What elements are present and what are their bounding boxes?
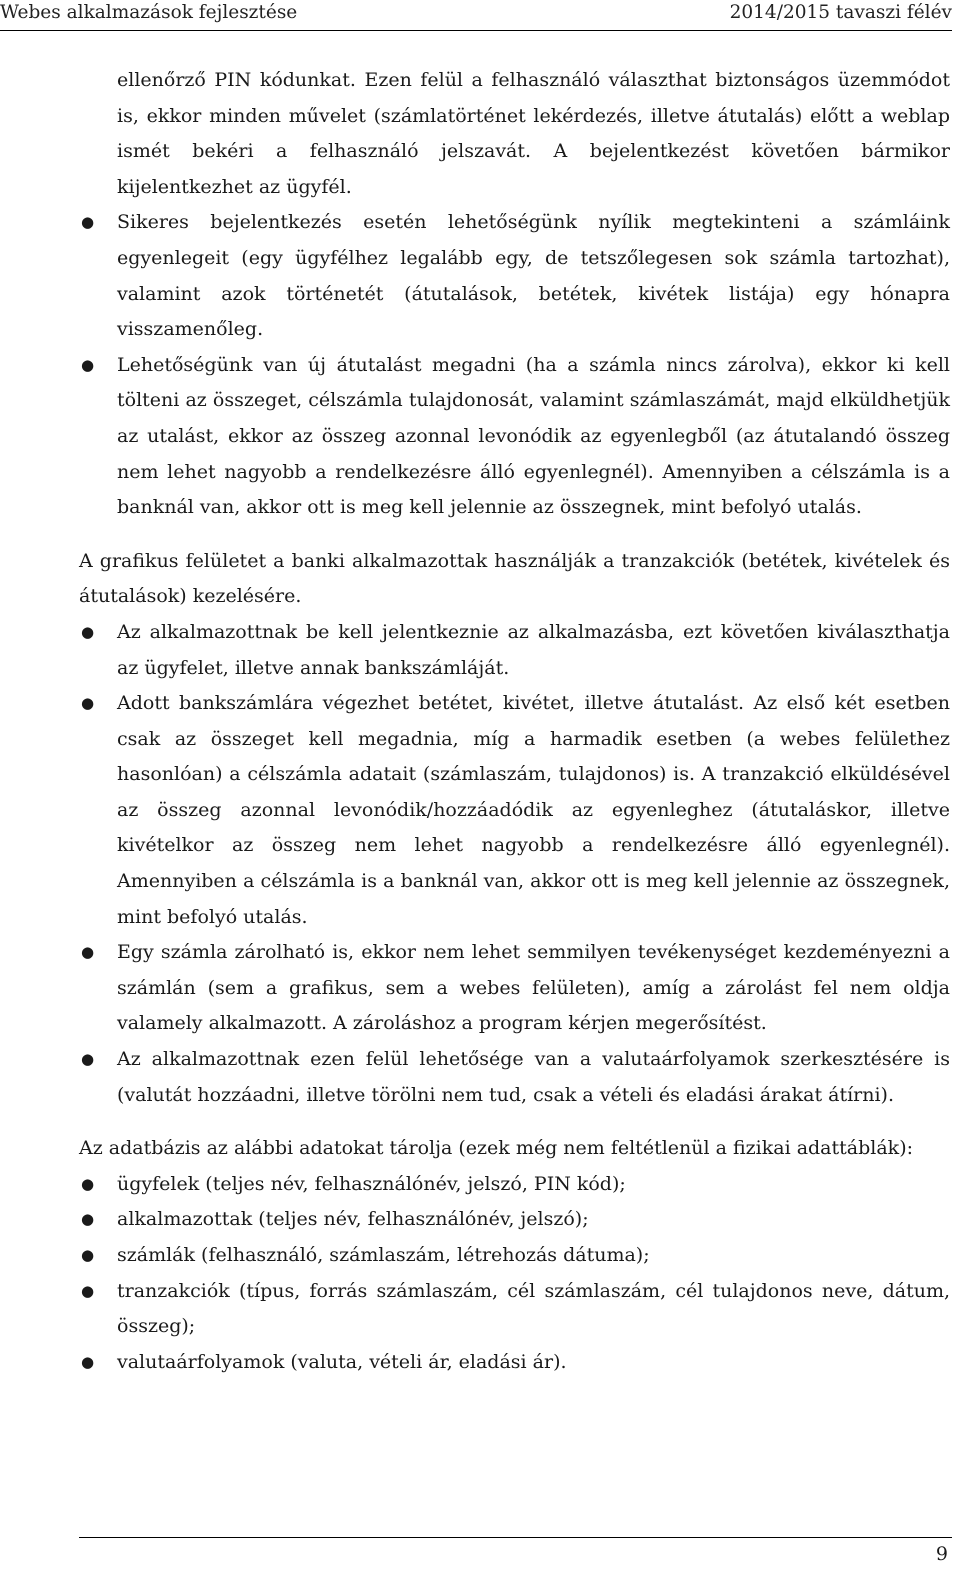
list-item [79, 1202, 950, 1238]
bullet-icon: ● [81, 1174, 95, 1193]
list-item-text: Az alkalmazottnak be kell jelentkeznie az alkalmazásba, ezt követően kiválaszthatja az ügyfelet, illetve annak bankszámláját. [117, 620, 950, 679]
page-number: 9 [935, 1543, 948, 1565]
continued-bullet-text: ellenőrző PIN kódunkat. Ezen felül a felhasználó választhat biztonságos üzemmódot is, ekkor minden művelet (számlatörténet lekérdezés, illetve átutalás) előtt a weblap ismét bekéri a felhasználó jelszavát. A bejelentkezést követően bármikor kijelentkezhet az ügyfél. [117, 69, 950, 198]
database-tables-list [79, 1167, 950, 1381]
list-item-text: számlák (felhasználó, számlaszám, létrehozás dátuma); [117, 1244, 650, 1266]
list-item [79, 348, 950, 526]
list-item [79, 1167, 950, 1203]
document-body [79, 63, 950, 1380]
bullet-icon: ● [81, 1210, 95, 1229]
gui-intro-paragraph: A grafikus felületet a banki alkalmazottak használják a tranzakciók (betétek, kivételek és átutalások) kezelésére. [79, 549, 950, 608]
bullet-icon: ● [81, 1281, 95, 1300]
list-item-text: tranzakciók (típus, forrás számlaszám, cél számlaszám, cél tulajdonos neve, dátum, összeg); [117, 1279, 950, 1338]
list-item-text: Lehetőségünk van új átutalást megadni (ha a számla nincs zárolva), ekkor ki kell tölteni az összeget, célszámla tulajdonosát, valamint számlaszámát, majd elküldhetjük az utalást, ekkor az összeg azonnal levonódik az egyenlegből (az átutalandó összeg nem lehet nagyobb a rendelkezésre álló egyenlegnél). Amennyiben a célszámla is a banknál van, akkor ott is meg kell jelennie az összegnek, mint befolyó utalás. [117, 353, 950, 519]
list-item [79, 1345, 950, 1381]
list-item-text: alkalmazottak (teljes név, felhasználónév, jelszó); [117, 1208, 589, 1231]
list-item [79, 1042, 950, 1113]
list-item [79, 1238, 950, 1274]
gui-features-list [79, 615, 950, 1113]
header-divider [0, 30, 952, 31]
page-header [0, 0, 952, 30]
bullet-icon: ● [81, 1352, 95, 1371]
list-item [79, 615, 950, 686]
list-item-text: Egy számla zárolható is, ekkor nem lehet semmilyen tevékenységet kezdeményezni a számlán (sem a grafikus, sem a webes felületen), amíg a zárolást fel nem oldja valamely alkalmazott. A zároláshoz a program kérjen megerősítést. [117, 941, 950, 1035]
footer-divider [79, 1537, 952, 1538]
list-item [79, 205, 950, 347]
list-item-text: Sikeres bejelentkezés esetén lehetőségünk nyílik megtekinteni a számláink egyenlegeit (egy ügyfélhez legalább egy, de tetszőlegesen sok számla tartozhat), valamint azok történetét (átutalások, betétek, kivétek listája) egy hónapra visszamenőleg. [117, 211, 950, 341]
bullet-icon: ● [81, 213, 95, 232]
bullet-icon: ● [81, 355, 95, 374]
database-intro-paragraph: Az adatbázis az alábbi adatokat tárolja (ezek még nem feltétlenül a fizikai adattáblák): [79, 1137, 914, 1160]
bullet-icon: ● [81, 943, 95, 962]
header-semester: 2014/2015 tavaszi félév [729, 2, 952, 23]
bullet-icon: ● [81, 1050, 95, 1069]
list-item-text: valutaárfolyamok (valuta, vételi ár, eladási ár). [117, 1350, 567, 1373]
list-item [79, 1274, 950, 1345]
list-item-text: ügyfelek (teljes név, felhasználónév, jelszó, PIN kód); [117, 1172, 626, 1195]
bullet-icon: ● [81, 1246, 95, 1264]
list-item-text: Adott bankszámlára végezhet betétet, kivétet, illetve átutalást. Az első két esetben csak az összeget kell megadnia, míg a harmadik esetben (a webes felülethez hasonlóan) a célszámla adatait (számlaszám, tulajdonos) is. A tranzakció elküldésével az összeg azonnal levonódik/hozzáadódik az egyenleghez (átutaláskor, illetve kivételkor az összeg nem lehet nagyobb a rendelkezésre álló egyenlegnél). Amennyiben a célszámla is a banknál van, akkor ott is meg kell jelennie az összegnek, mint befolyó utalás. [117, 692, 950, 928]
list-item-text: Az alkalmazottnak ezen felül lehetősége van a valutaárfolyamok szerkesztésére is (valutát hozzáadni, illetve törölni nem tud, csak a vételi és eladási árakat átírni). [117, 1048, 950, 1106]
list-item [79, 686, 950, 935]
bullet-icon: ● [81, 694, 95, 713]
web-features-list [79, 205, 950, 525]
header-course-title: Webes alkalmazások fejlesztése [0, 2, 298, 23]
list-item [79, 935, 950, 1042]
bullet-icon: ● [81, 622, 95, 641]
